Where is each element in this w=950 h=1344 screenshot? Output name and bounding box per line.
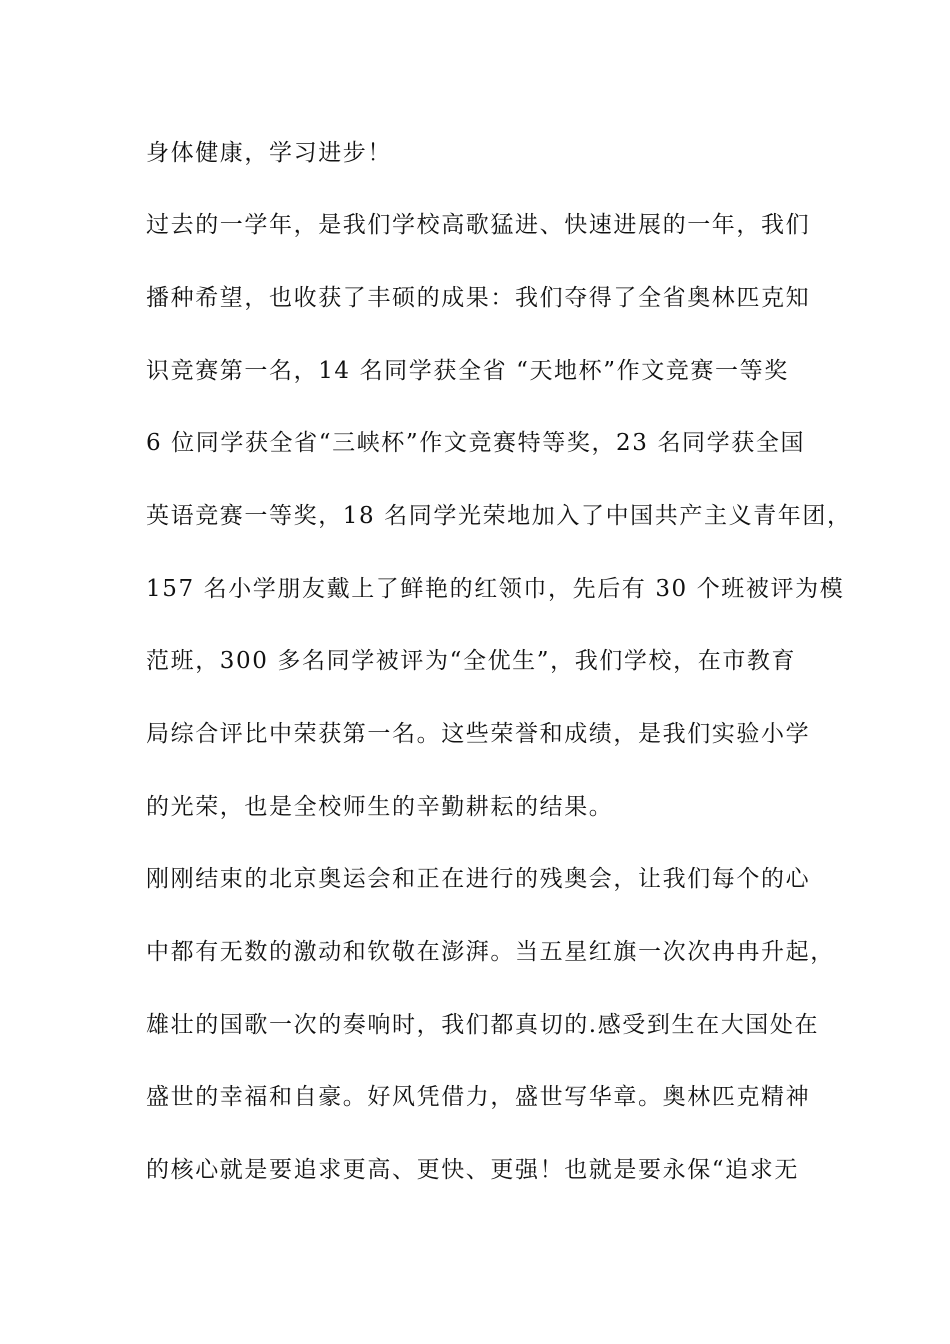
text-line: 范班，300 多名同学被评为“全优生”，我们学校，在市教育 (146, 648, 797, 674)
text-line: 过去的一学年，是我们学校高歌猛进、快速进展的一年，我们 (146, 212, 811, 238)
text-line: 识竞赛第一名，14 名同学获全省 “天地杯”作文竞赛一等奖 (146, 358, 789, 384)
text-line: 局综合评比中荣获第一名。这些荣誉和成绩，是我们实验小学 (146, 721, 811, 747)
text-line: 刚刚结束的北京奥运会和正在进行的残奥会，让我们每个的心 (146, 866, 811, 892)
text-line: 盛世的幸福和自豪。好风凭借力，盛世写华章。奥林匹克精神 (146, 1084, 811, 1110)
text-line: 中都有无数的激动和钦敬在澎湃。当五星红旗一次次冉冉升起， (146, 939, 835, 965)
text-line: 的核心就是要追求更高、更快、更强！也就是要永保“追求无 (146, 1157, 799, 1183)
text-line: 雄壮的国歌一次的奏响时，我们都真切的.感受到生在大国处在 (146, 1012, 820, 1038)
text-line: 的光荣，也是全校师生的辛勤耕耘的结果。 (146, 794, 614, 820)
text-line: 英语竞赛一等奖，18 名同学光荣地加入了中国共产主义青年团， (146, 503, 852, 529)
text-line: 身体健康，学习进步！ (146, 140, 392, 166)
text-line: 157 名小学朋友戴上了鲜艳的红领巾，先后有 30 个班被评为模 (146, 576, 845, 602)
text-line: 播种希望，也收获了丰硕的成果：我们夺得了全省奥林匹克知 (146, 285, 811, 311)
text-line: 6 位同学获全省“三峡杯”作文竞赛特等奖，23 名同学获全国 (146, 430, 806, 456)
